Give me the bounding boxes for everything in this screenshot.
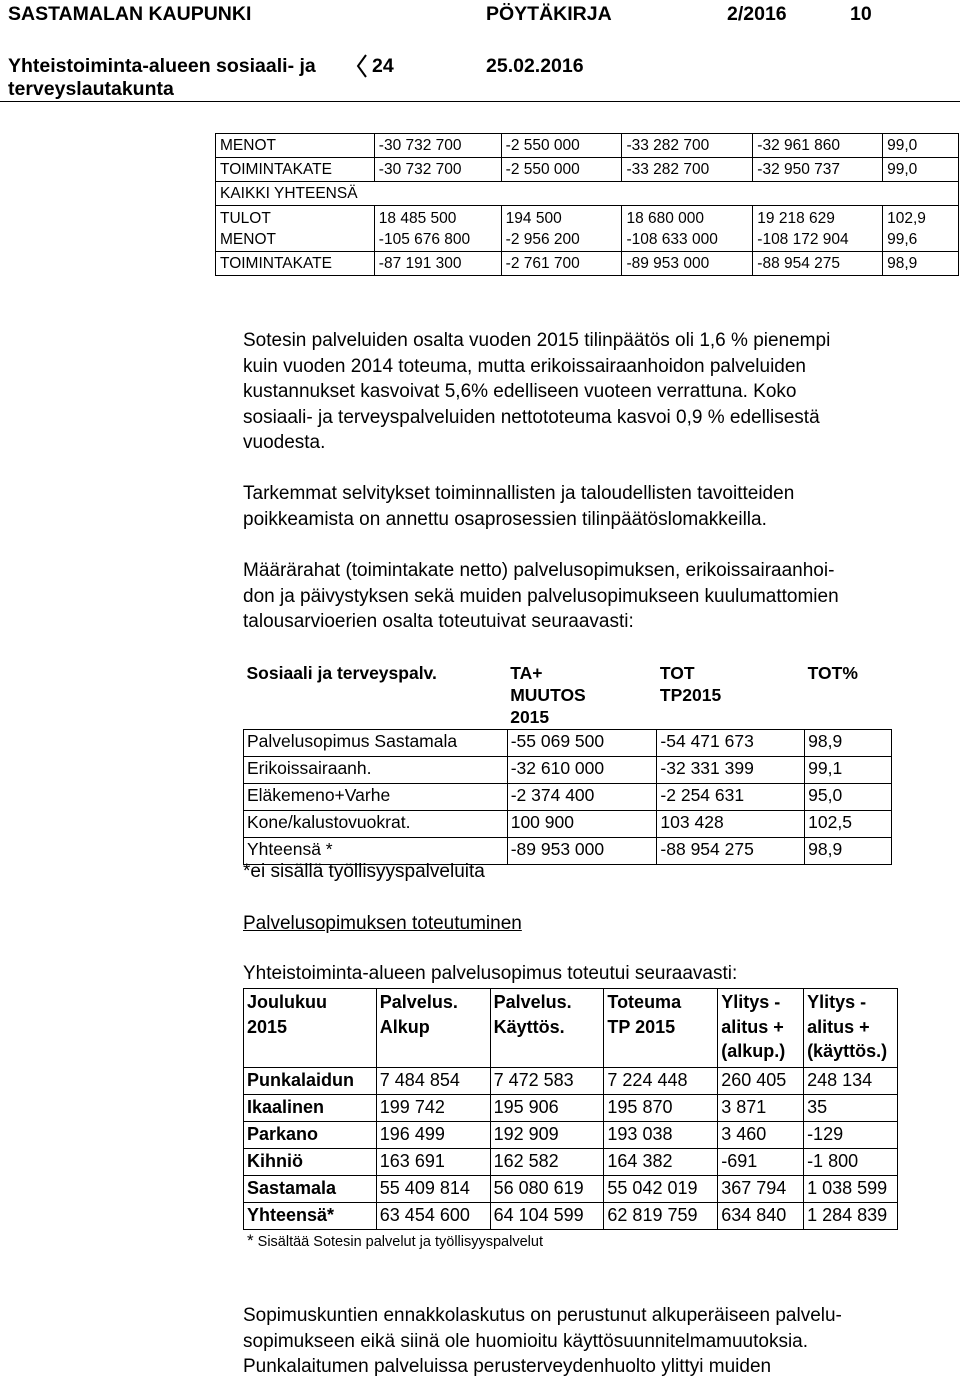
cell-line: -105 676 800 [378, 231, 471, 248]
row-label [216, 206, 375, 252]
table-cell: 99,0 [883, 158, 959, 182]
text-line: Määrärahat (toimintakate netto) palvelusopimuksen, erikoissairaanhoi- [243, 560, 835, 581]
cell-line: 19 218 629 [757, 210, 835, 227]
table-row [216, 182, 959, 206]
table-cell: -32 961 860 [753, 134, 883, 158]
table-cell: 192 909 [490, 1122, 604, 1149]
table-cell: 164 382 [604, 1149, 718, 1176]
table-cell: 95,0 [805, 783, 892, 810]
column-header: Sosiaali ja terveyspalv. [244, 661, 508, 729]
table-row [244, 810, 892, 837]
table-cell: -32 950 737 [753, 158, 883, 182]
table-cell [753, 206, 883, 252]
header-line: Palvelus. [493, 992, 572, 1012]
text-line: Sotesin palveluiden osalta vuoden 2015 tilinpäätös oli 1,6 % pienempi [243, 330, 831, 351]
column-header [804, 989, 898, 1068]
row-label: TOIMINTAKATE [216, 158, 375, 182]
page-number: 10 [850, 3, 872, 25]
column-header [507, 661, 657, 729]
table-cell: 7 484 854 [376, 1068, 490, 1095]
table-cell: -32 331 399 [657, 756, 805, 783]
table-cell: 103 428 [657, 810, 805, 837]
committee-name-line2: terveyslautakunta [8, 78, 174, 100]
column-header [604, 989, 718, 1068]
text-line: Tarkemmat selvitykset toiminnallisten ja taloudellisten tavoitteiden [243, 483, 795, 504]
row-label: Yhteensä* [244, 1203, 377, 1230]
table-cell: 3 871 [718, 1095, 804, 1122]
table-row [244, 1122, 898, 1149]
table-cell: 367 794 [718, 1176, 804, 1203]
table-row [244, 756, 892, 783]
header-line: MUUTOS [510, 685, 586, 705]
table-cell: 55 409 814 [376, 1176, 490, 1203]
header-line: 2015 [510, 707, 550, 727]
text-line: kuin vuoden 2014 toteuma, mutta erikoissairaanhoidon palveluiden [243, 355, 806, 377]
paragraph-prebilling [243, 1303, 943, 1380]
table-cell: -1 800 [804, 1149, 898, 1176]
table-row [244, 1203, 898, 1230]
table-cell: -2 550 000 [501, 134, 622, 158]
table-cell: 634 840 [718, 1203, 804, 1230]
table-cell: 99,0 [883, 134, 959, 158]
row-label: Punkalaidun [244, 1068, 377, 1095]
column-header [490, 989, 604, 1068]
text-line: kustannukset kasvoivat 5,6% edelliseen vuoteen verrattuna. Koko [243, 381, 797, 402]
table-cell: 98,9 [883, 252, 959, 276]
table-header-row [244, 661, 892, 729]
table-cell: -129 [804, 1122, 898, 1149]
table-cell: 260 405 [718, 1068, 804, 1095]
table-cell: 199 742 [376, 1095, 490, 1122]
text-line: Sopimuskuntien ennakkolaskutus on perustunut alkuperäiseen palvelu- [243, 1305, 842, 1326]
section-arrow-icon [356, 54, 367, 78]
table-cell: 163 691 [376, 1149, 490, 1176]
table-cell: 1 038 599 [804, 1176, 898, 1203]
table-cell: 102,5 [805, 810, 892, 837]
document-type: PÖYTÄKIRJA [486, 3, 612, 25]
row-label: Sastamala [244, 1176, 377, 1203]
table-cell: -89 953 000 [507, 837, 657, 864]
row-label: Eläkemeno+Varhe [244, 783, 508, 810]
table-row [216, 134, 959, 158]
header-divider [0, 101, 960, 102]
table-cell: 55 042 019 [604, 1176, 718, 1203]
row-label: Yhteensä * [244, 837, 508, 864]
header-line: TOT [659, 663, 695, 683]
footnote-marker: * [247, 1231, 254, 1250]
table-cell: 100 900 [507, 810, 657, 837]
committee-name-line1: Yhteistoiminta-alueen sosiaali- ja [8, 55, 316, 77]
cell-line: -108 172 904 [757, 231, 849, 248]
column-header [657, 661, 805, 729]
section-heading: Palvelusopimuksen toteutuminen [243, 913, 522, 934]
paragraph-budget-summary [243, 328, 943, 456]
table-cell: -87 191 300 [374, 252, 501, 276]
header-line: 2015 [247, 1016, 288, 1037]
header-line: alitus + [807, 1016, 870, 1037]
city-name: SASTAMALAN KAUPUNKI [8, 3, 252, 25]
section-number: 24 [372, 55, 394, 77]
header-line: alitus + [721, 1016, 784, 1037]
table-cell [374, 206, 501, 252]
cell-line: 102,9 [887, 210, 926, 227]
header-line: Ylitys - [807, 992, 867, 1012]
text-line: don ja päivystyksen sekä muiden palvelusopimukseen kuulumattomien [243, 585, 839, 607]
table-cell: 7 472 583 [490, 1068, 604, 1095]
table-row [244, 837, 892, 864]
table-row [216, 206, 959, 252]
table-cell: 3 460 [718, 1122, 804, 1149]
table-cell: -2 761 700 [501, 252, 622, 276]
cell-line: 18 485 500 [378, 210, 457, 227]
table-row [244, 1095, 898, 1122]
text-line: sosiaali- ja terveyspalveluiden nettototeuma kasvoi 0,9 % edellisestä [243, 406, 820, 428]
header-line: (alkup.) [721, 1041, 786, 1061]
column-header: TOT% [807, 663, 858, 683]
table-cell: -2 254 631 [657, 783, 805, 810]
table-cell: 64 104 599 [490, 1203, 604, 1230]
row-label: MENOT [216, 134, 375, 158]
cell-line: 99,6 [887, 231, 918, 248]
row-label: Kihniö [244, 1149, 377, 1176]
table-row [216, 252, 959, 276]
text-line: sopimukseen eikä siinä ole huomioitu käyttösuunnitelmamuutoksia. [243, 1330, 809, 1352]
header-line: TP2015 [659, 685, 722, 705]
table-cell: -33 282 700 [622, 158, 753, 182]
table-row [244, 729, 892, 756]
table-cell: 35 [804, 1095, 898, 1122]
table-cell [883, 206, 959, 252]
table-cell: 196 499 [376, 1122, 490, 1149]
table-cell: -2 374 400 [507, 783, 657, 810]
header-line: TA+ [510, 663, 543, 683]
row-label: Palvelusopimus Sastamala [244, 729, 508, 756]
table-row [216, 158, 959, 182]
cell-line: MENOT [220, 231, 276, 248]
table-cell [622, 206, 753, 252]
table-cell: -2 550 000 [501, 158, 622, 182]
header-line: (käyttös.) [807, 1041, 888, 1061]
table-cell [501, 206, 622, 252]
table-cell: 162 582 [490, 1149, 604, 1176]
table-cell: 56 080 619 [490, 1176, 604, 1203]
table-cell: -30 732 700 [374, 158, 501, 182]
column-header [718, 989, 804, 1068]
header-line: Käyttös. [493, 1016, 565, 1037]
table-cell: 7 224 448 [604, 1068, 718, 1095]
table-cell: 1 284 839 [804, 1203, 898, 1230]
header-line: Alkup [379, 1016, 430, 1037]
table-cell: -54 471 673 [657, 729, 805, 756]
table-row [244, 1176, 898, 1203]
table-cell: -88 954 275 [657, 837, 805, 864]
table-row [244, 1149, 898, 1176]
table-cell: 248 134 [804, 1068, 898, 1095]
cell-line: TULOT [220, 210, 271, 227]
service-table-footnote [247, 1231, 543, 1251]
row-label: Kone/kalustovuokrat. [244, 810, 508, 837]
row-label: Erikoissairaanh. [244, 756, 508, 783]
service-table-lead: Yhteistoiminta-alueen palvelusopimus toteutui seuraavasti: [243, 963, 738, 984]
footnote-text: Sisältää Sotesin palvelut ja työllisyyspalvelut [257, 1234, 543, 1250]
document-number: 2/2016 [727, 3, 787, 25]
table-cell: 193 038 [604, 1122, 718, 1149]
cell-line: -2 956 200 [505, 231, 580, 248]
table-cell: 99,1 [805, 756, 892, 783]
text-line: Punkalaitumen palveluissa perusterveydenhuolto ylittyi muiden [243, 1356, 772, 1377]
table-cell: -30 732 700 [374, 134, 501, 158]
section-label: KAIKKI YHTEENSÄ [216, 182, 959, 206]
row-label: Parkano [244, 1122, 377, 1149]
table-cell: -89 953 000 [622, 252, 753, 276]
budget-table [215, 133, 959, 276]
table-row [244, 783, 892, 810]
table-cell: 195 870 [604, 1095, 718, 1122]
cell-line: 18 680 000 [626, 210, 705, 227]
table-cell: 62 819 759 [604, 1203, 718, 1230]
meeting-date: 25.02.2016 [486, 55, 584, 77]
appropriation-footnote: *ei sisällä työllisyyspalveluita [243, 861, 485, 882]
row-label: Ikaalinen [244, 1095, 377, 1122]
text-line: poikkeamista on annettu osaprosessien tilinpäätöslomakkeilla. [243, 508, 767, 530]
text-line: talousarvioerien osalta toteutuivat seuraavasti: [243, 611, 634, 632]
table-cell: 98,9 [805, 837, 892, 864]
appropriation-table [243, 661, 892, 865]
table-cell: 98,9 [805, 729, 892, 756]
service-contract-table [243, 988, 898, 1230]
column-header [376, 989, 490, 1068]
cell-line: 194 500 [505, 210, 562, 227]
table-header-row [244, 989, 898, 1068]
text-line: vuodesta. [243, 432, 326, 453]
paragraph-deviations [243, 481, 943, 532]
column-header [244, 989, 377, 1068]
paragraph-appropriations [243, 558, 943, 635]
row-label: TOIMINTAKATE [216, 252, 375, 276]
header-line: Ylitys - [721, 992, 781, 1012]
header-line: Joulukuu [247, 992, 327, 1012]
header-line: Toteuma [607, 992, 682, 1012]
header-line: Palvelus. [379, 992, 458, 1012]
table-cell: 195 906 [490, 1095, 604, 1122]
table-cell: 63 454 600 [376, 1203, 490, 1230]
cell-line: -108 633 000 [626, 231, 718, 248]
table-cell: -691 [718, 1149, 804, 1176]
header-line: TP 2015 [607, 1016, 676, 1037]
table-cell: -32 610 000 [507, 756, 657, 783]
table-row [244, 1068, 898, 1095]
table-cell: -55 069 500 [507, 729, 657, 756]
table-cell: -33 282 700 [622, 134, 753, 158]
table-cell: -88 954 275 [753, 252, 883, 276]
